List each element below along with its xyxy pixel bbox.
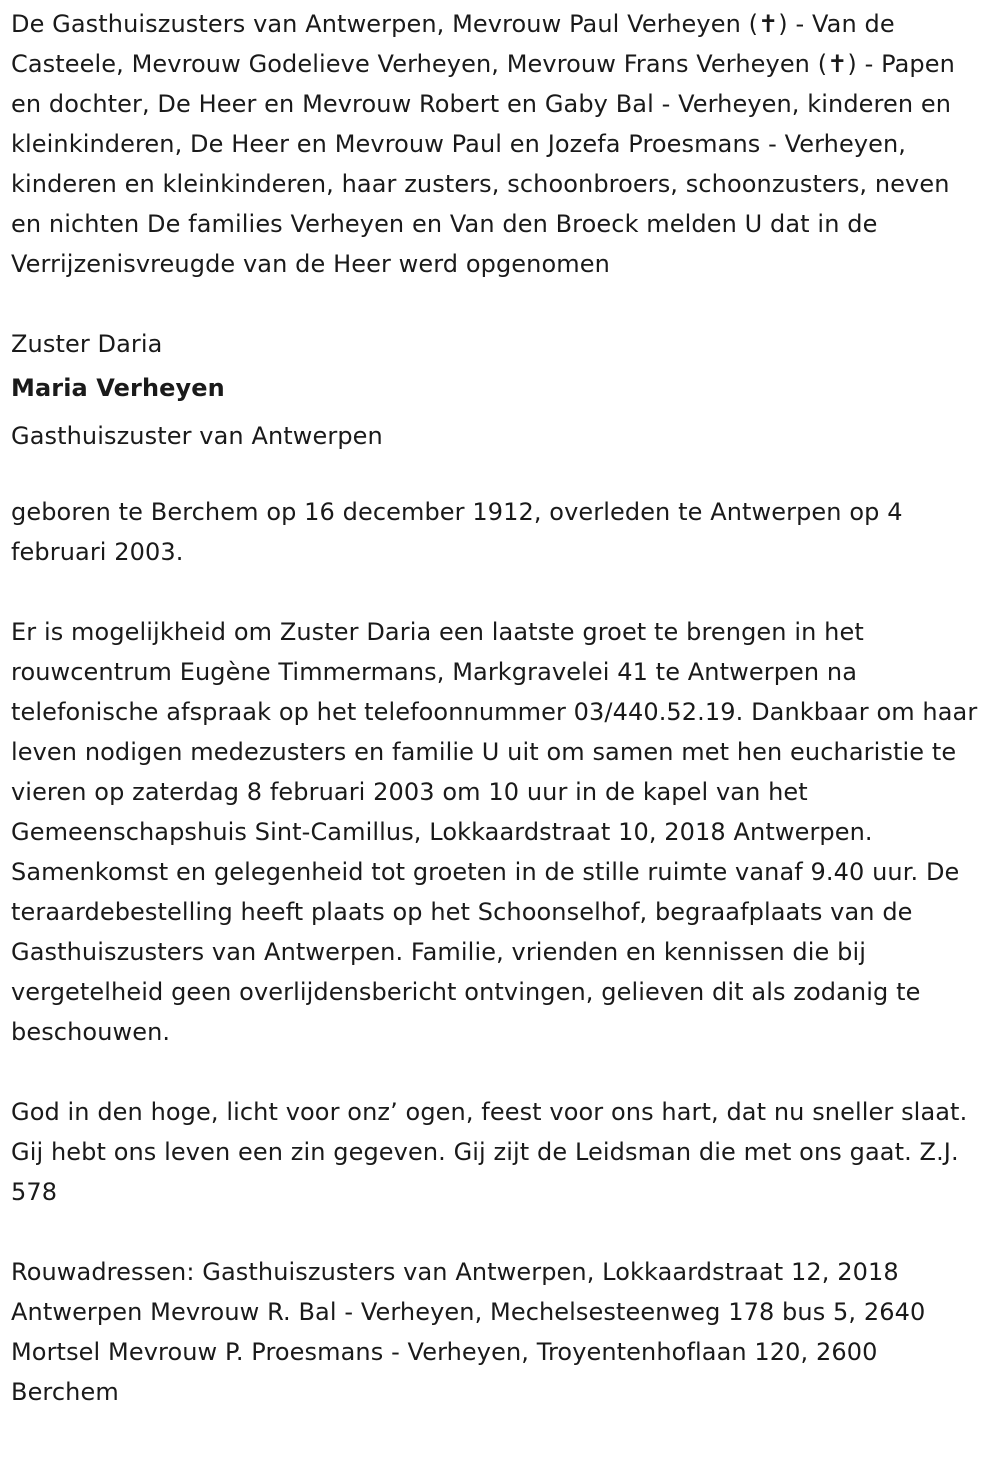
announcement-paragraph: De Gasthuiszusters van Antwerpen, Mevrouw Paul Verheyen (✝) - Van de Casteele, Mevrouw Godelieve Verheyen, Mevrouw Frans Verheyen (✝) - Papen en dochter, De Heer en Mevrouw Robert en Gaby Bal - Verheyen, kinderen en kleinkinderen, De Heer en Mevrouw Paul en Jozefa Proesmans - Verheyen, kinderen en kleinkinderen, haar zusters, schoonbroers, schoonzusters, neven en nichten De families Verheyen en Van den Broeck melden U dat in de Verrijzenisvreugde van de Heer werd opgenomen — [11, 10, 955, 278]
religious-name: Zuster Daria — [11, 330, 163, 358]
addresses-paragraph: Rouwadressen: Gasthuiszusters van Antwerpen, Lokkaardstraat 12, 2018 Antwerpen Mevrouw R. Bal - Verheyen, Mechelsesteenweg 178 bus 5, 2640 Mortsel Mevrouw P. Proesmans - Verheyen, Troyentenhoflaan 120, 2600 Berchem — [11, 1258, 926, 1406]
obituary-document — [11, 4, 986, 1412]
birth-death-paragraph: geboren te Berchem op 16 december 1912, overleden te Antwerpen op 4 februari 2003. — [11, 498, 903, 566]
deceased-role: Gasthuiszuster van Antwerpen — [11, 422, 383, 450]
verse-paragraph: God in den hoge, licht voor onz’ ogen, feest voor ons hart, dat nu sneller slaat. Gij hebt ons leven een zin gegeven. Gij zijt de Leidsman die met ons gaat. Z.J. 578 — [11, 1098, 968, 1206]
arrangements-paragraph: Er is mogelijkheid om Zuster Daria een laatste groet te brengen in het rouwcentrum Eugène Timmermans, Markgravelei 41 te Antwerpen na telefonische afspraak op het telefoonnummer 03/440.52.19. Dankbaar om haar leven nodigen medezusters en familie U uit om samen met hen eucharistie te vieren op zaterdag 8 februari 2003 om 10 uur in de kapel van het Gemeenschapshuis Sint-Camillus, Lokkaardstraat 10, 2018 Antwerpen. Samenkomst en gelegenheid tot groeten in de stille ruimte vanaf 9.40 uur. De teraardebestelling heeft plaats op het Schoonselhof, begraafplaats van de Gasthuiszusters van Antwerpen. Familie, vrienden en kennissen die bij vergetelheid geen overlijdensbericht ontvingen, gelieven dit als zodanig te beschouwen. — [11, 618, 978, 1046]
deceased-name: Maria Verheyen — [11, 374, 225, 402]
